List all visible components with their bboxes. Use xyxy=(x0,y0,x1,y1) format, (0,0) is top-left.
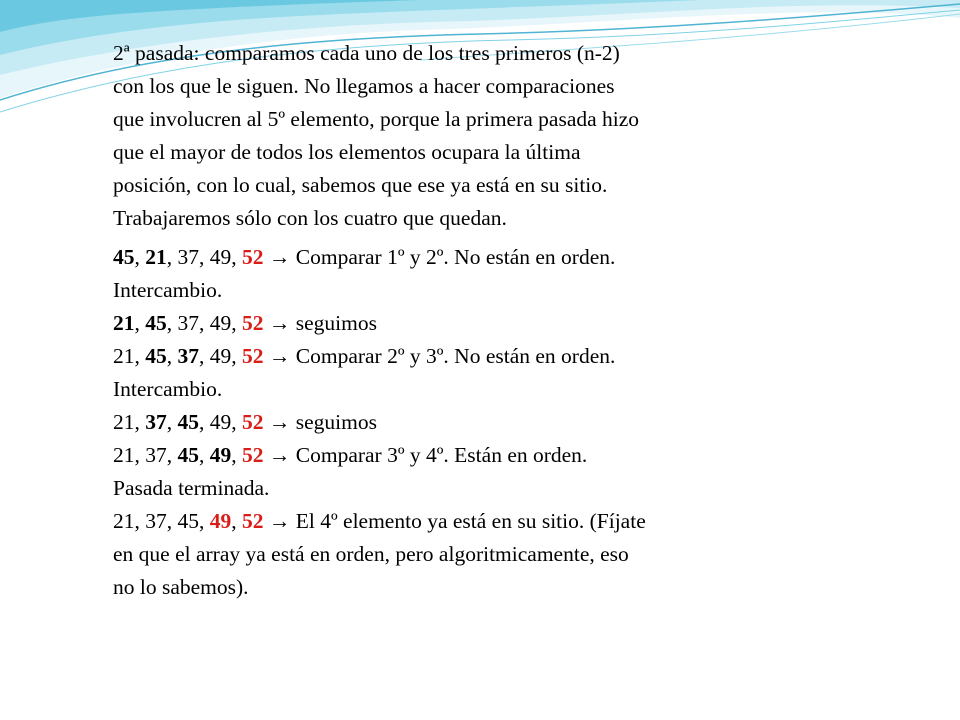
intro-line: con los que le siguen. No llegamos a hacer comparaciones xyxy=(113,74,615,98)
array-value: 37 xyxy=(177,311,199,335)
array-value: 45 xyxy=(177,509,199,533)
intro-line: posición, con lo cual, sabemos que ese ya está en su sitio. xyxy=(113,173,608,197)
array-value: 49 xyxy=(209,443,232,467)
sort-step: 21, 37, 45, 49, 52 → Comparar 3º y 4º. Están en orden. xyxy=(113,443,588,467)
array-value: 52 xyxy=(242,311,264,335)
array-value: 21 xyxy=(145,245,167,269)
array-value: 49 xyxy=(209,245,232,269)
step-continuation: Intercambio. xyxy=(113,377,223,401)
step-description: → Comparar 3º y 4º. Están en orden. xyxy=(263,443,588,467)
array-value: 21 xyxy=(113,509,135,533)
array-value: 37 xyxy=(177,245,199,269)
step-description: → Comparar 1º y 2º. No están en orden. xyxy=(263,245,616,269)
array-value: 45 xyxy=(113,245,135,269)
array-value: 37 xyxy=(177,344,199,368)
step-continuation: Pasada terminada. xyxy=(113,476,270,500)
array-value: 21 xyxy=(113,311,135,335)
array-value: 52 xyxy=(242,245,264,269)
array-value: 45 xyxy=(145,344,167,368)
step-description: → seguimos xyxy=(263,311,377,335)
sort-step: 21, 45, 37, 49, 52 → Comparar 2º y 3º. No están en orden. xyxy=(113,344,616,368)
intro-paragraph xyxy=(113,37,753,235)
intro-line: 2ª pasada: comparamos cada uno de los tres primeros (n-2) xyxy=(113,41,620,65)
step-continuation: Intercambio. xyxy=(113,278,223,302)
array-value: 49 xyxy=(209,410,232,434)
array-value: 37 xyxy=(145,443,167,467)
sort-step: 45, 21, 37, 49, 52 → Comparar 1º y 2º. No están en orden. xyxy=(113,245,616,269)
step-continuation: no lo sabemos). xyxy=(113,575,249,599)
intro-line: Trabajaremos sólo con los cuatro que quedan. xyxy=(113,206,507,230)
array-value: 45 xyxy=(177,410,199,434)
step-description: → El 4º elemento ya está en su sitio. (Fíjate xyxy=(263,509,646,533)
array-value: 52 xyxy=(242,509,264,533)
sort-step: 21, 45, 37, 49, 52 → seguimos xyxy=(113,311,377,335)
array-value: 49 xyxy=(209,509,232,533)
step-description: → Comparar 2º y 3º. No están en orden. xyxy=(263,344,616,368)
intro-line: que el mayor de todos los elementos ocupara la última xyxy=(113,140,581,164)
slide-content xyxy=(113,37,753,604)
array-value: 37 xyxy=(145,509,167,533)
intro-line: que involucren al 5º elemento, porque la primera pasada hizo xyxy=(113,107,640,131)
array-value: 21 xyxy=(113,443,135,467)
sort-step: 21, 37, 45, 49, 52 → El 4º elemento ya está en su sitio. (Fíjate xyxy=(113,509,646,533)
array-value: 52 xyxy=(242,410,264,434)
array-value: 21 xyxy=(113,344,135,368)
array-value: 37 xyxy=(145,410,167,434)
array-value: 49 xyxy=(209,311,232,335)
array-value: 49 xyxy=(209,344,232,368)
array-value: 45 xyxy=(177,443,199,467)
step-description: → seguimos xyxy=(263,410,377,434)
step-continuation: en que el array ya está en orden, pero algoritmicamente, eso xyxy=(113,542,629,566)
array-value: 21 xyxy=(113,410,135,434)
array-value: 45 xyxy=(145,311,167,335)
array-value: 52 xyxy=(242,443,264,467)
bubble-sort-steps xyxy=(113,241,753,604)
array-value: 52 xyxy=(242,344,264,368)
sort-step: 21, 37, 45, 49, 52 → seguimos xyxy=(113,410,377,434)
